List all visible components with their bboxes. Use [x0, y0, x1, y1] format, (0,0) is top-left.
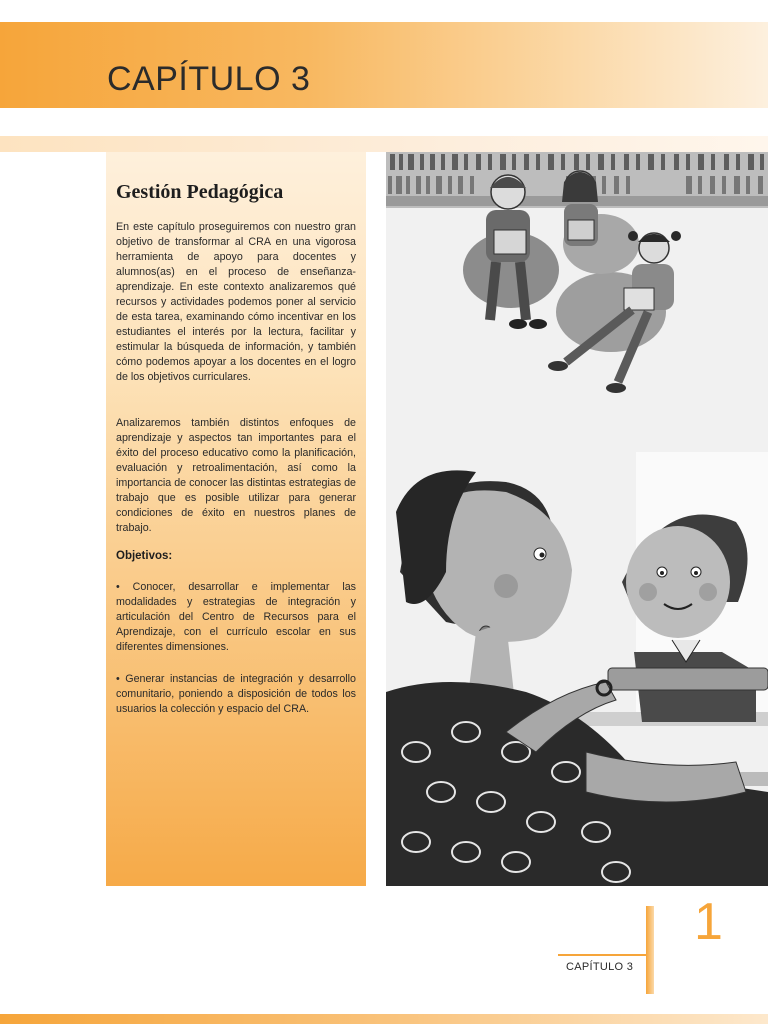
objective-item: • Generar instancias de integración y desarrollo comunitario, poniendo a disposición de todos los usuarios la colección y espacio del CRA.	[116, 673, 356, 715]
second-paragraph: Analizaremos también distintos enfoques de aprendizaje y aspectos tan importantes para el éxito del proceso educativo como la planificación, evaluación y retroalimentación, así como la importancia de conocer las distintas estrategias de trabajo que es posible utilizar para generar condiciones de éxito en nuestros planes de trabajo.	[116, 417, 357, 534]
section-title: Gestión Pedagógica	[116, 181, 284, 203]
objectives-heading: Objetivos:	[116, 550, 173, 562]
footer-chapter-label: CAPÍTULO 3	[566, 961, 634, 973]
footer-band	[0, 1014, 768, 1024]
library-illustration	[386, 152, 768, 886]
chapter-title: CAPÍTULO 3	[107, 60, 311, 98]
footer-divider	[646, 906, 654, 994]
footer-rule	[558, 954, 648, 956]
intro-paragraph: En este capítulo proseguiremos con nuestro gran objetivo de transformar al CRA en una vigorosa herramienta de apoyo para docentes y alumnos(as) en el proceso de enseñanza-aprendizaje. En este contexto analizaremos qué recursos y actividades podemos poner al servicio de esta tarea, examinando cómo incentivar en los estudiantes el interés por la lectura, facilitar y estimular la búsqueda de información, y también cómo podemos apoyar a los docentes en el logro de los objetivos curriculares.	[116, 221, 356, 383]
page-number: 1	[694, 893, 723, 951]
subheader-band	[0, 136, 768, 152]
objective-item: • Conocer, desarrollar e implementar las modalidades y estrategias de integración y articulación del Centro de Recursos para el Aprendizaje, con el currículo escolar en sus diferentes dimensiones.	[116, 581, 356, 653]
